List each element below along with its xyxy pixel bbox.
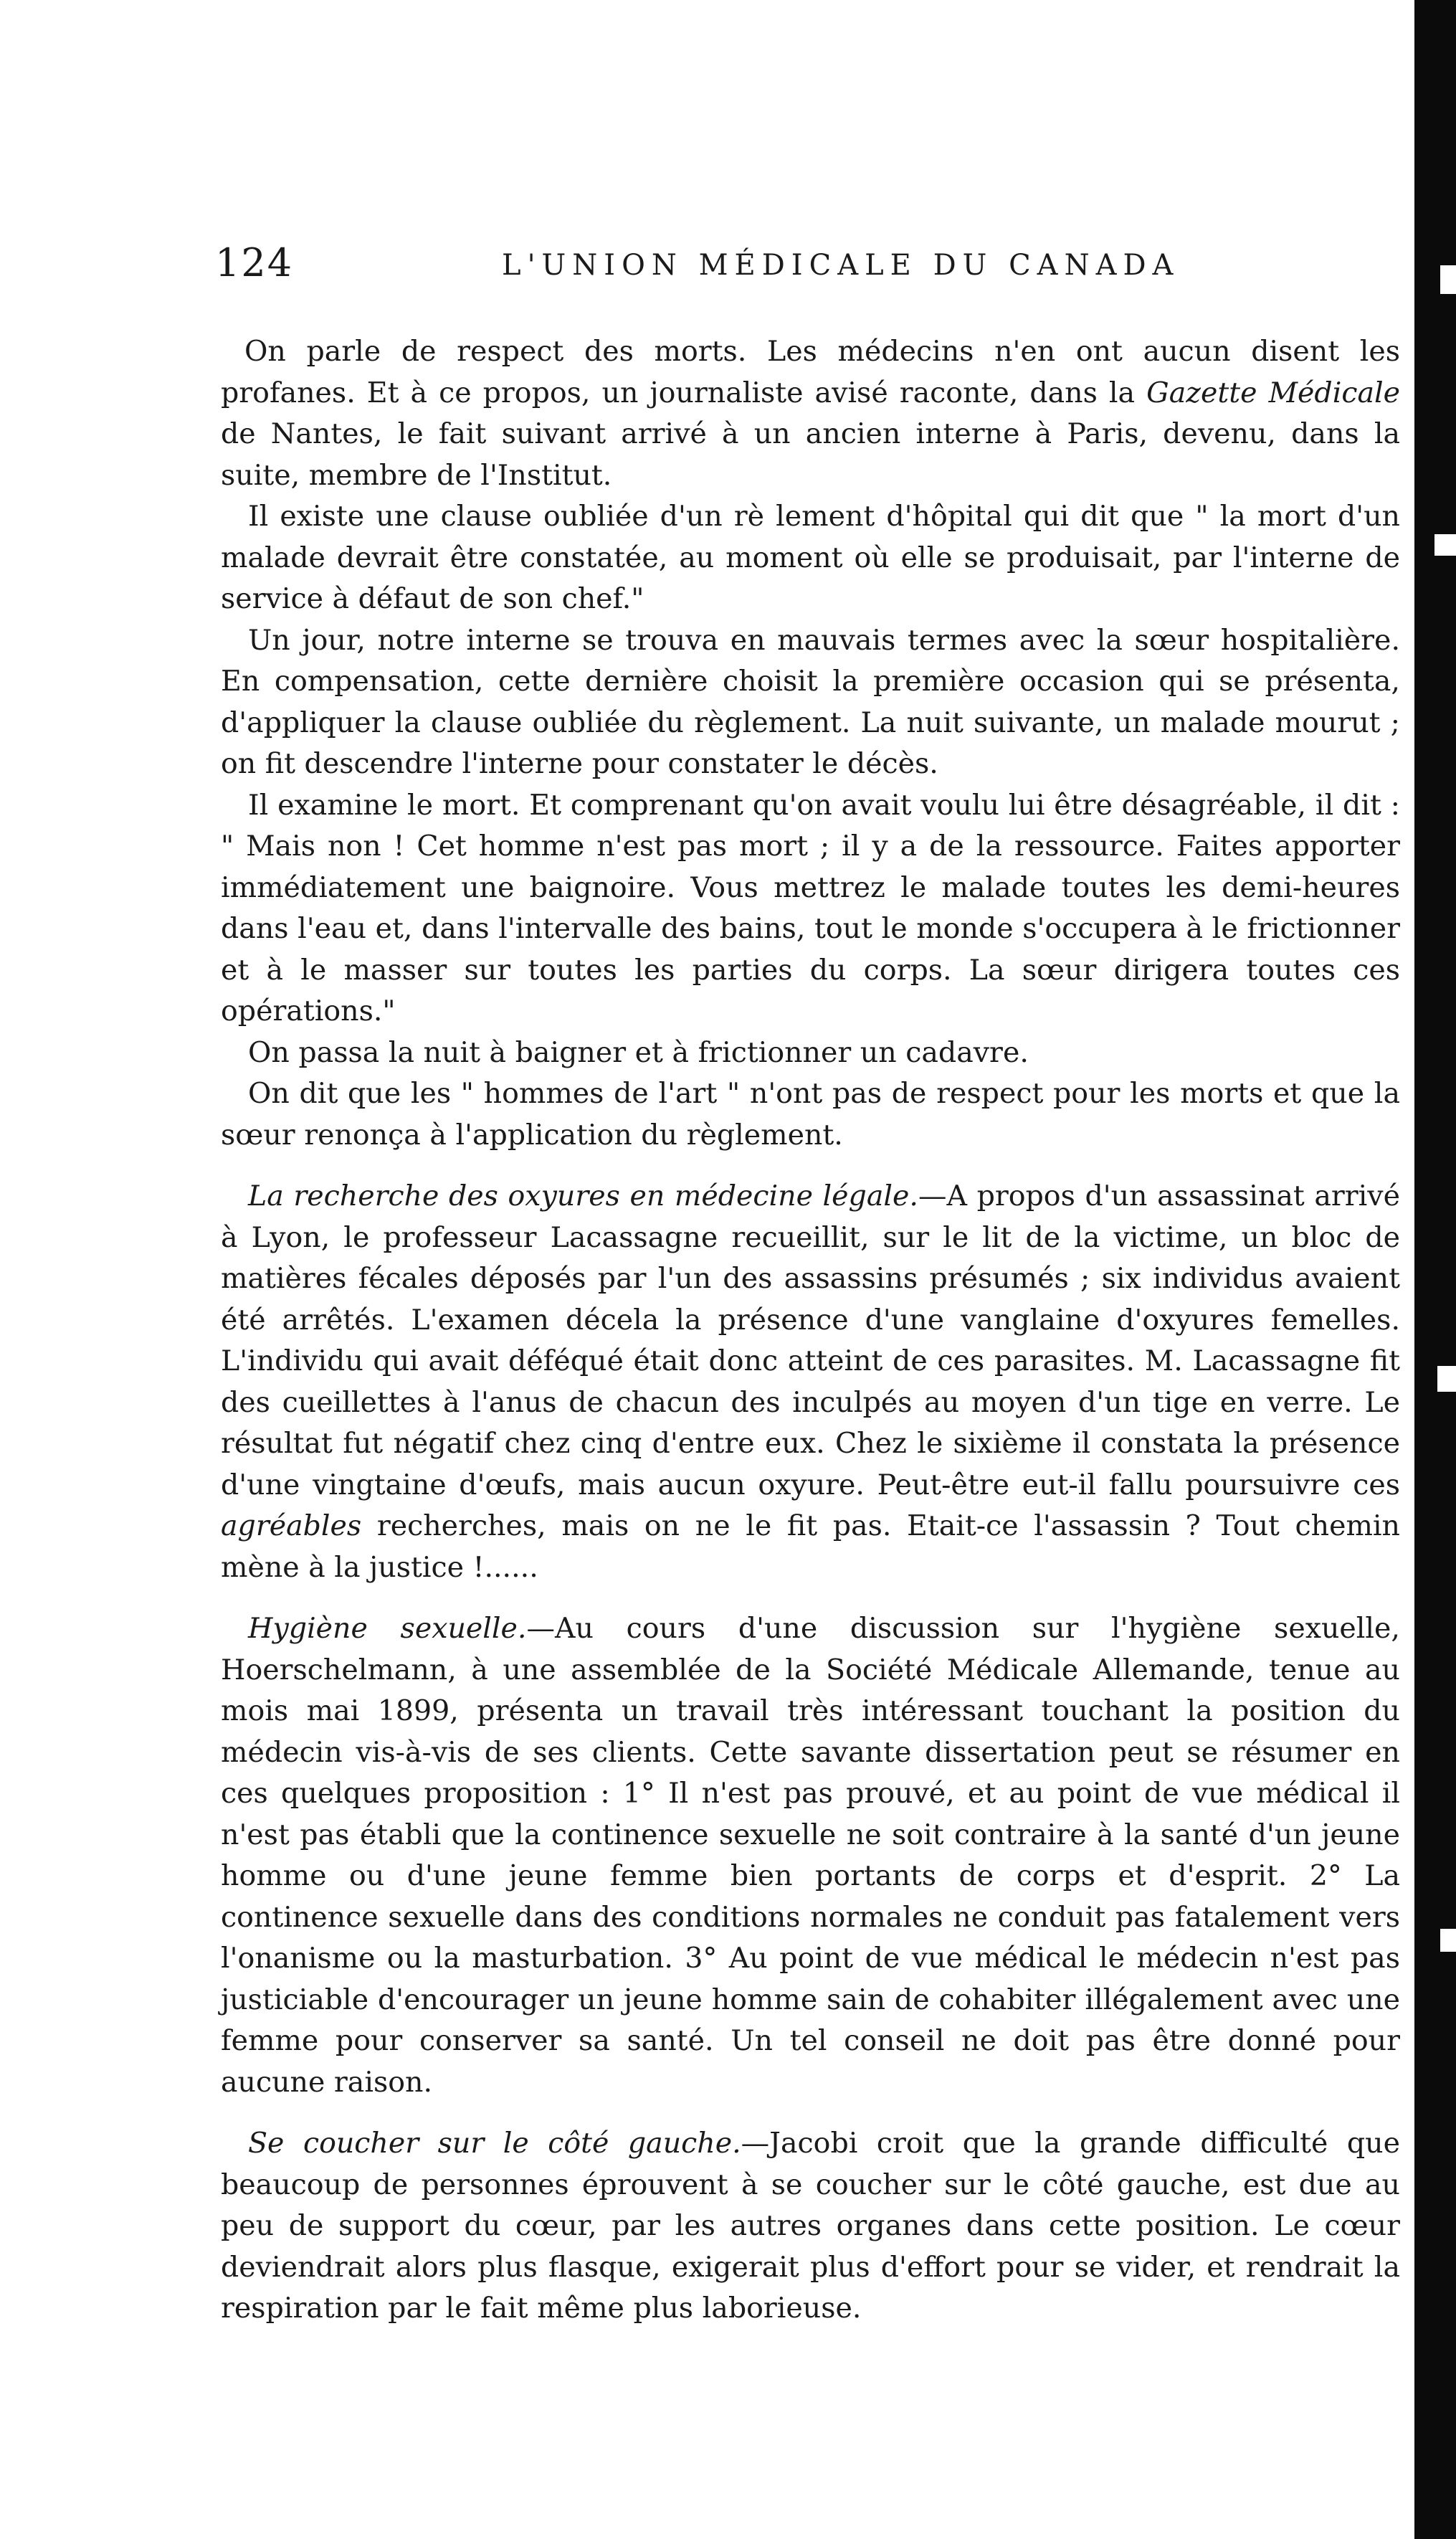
paragraph-text: de Nantes, le fait suivant arrivé à un ancien interne à Paris, devenu, dans la suite, membre de l'Institut. <box>221 417 1400 492</box>
journal-title: Gazette Médicale <box>1146 376 1401 409</box>
page-header <box>215 240 1398 290</box>
section-text: —Jacobi croit que la grande difficulté que beaucoup de personnes éprouvent à se coucher sur le côté gauche, est due au peu de support du cœur, par les autres organes dans cette position. Le cœur deviendrait alors plus flasque, exigerait plus d'effort pour se vider, et rendrait la respiration par le fait même plus laborieuse. <box>221 2127 1400 2325</box>
section-text: —A propos d'un assassinat arrivé à Lyon, le professeur Lacassagne recueillit, sur le lit de la victime, un bloc de matières fécales déposés par l'un des assassins présumés ; six individus avaient été arrêtés. L'examen décela la présence d'une vanglaine d'oxyures femelles. L'individu qui avait déféqué était donc atteint de ces parasites. M. Lacassagne fit des cueillettes à l'anus de chacun des inculpés au moyen d'un tige en verre. Le résultat fut négatif chez cinq d'entre eux. Chez le sixième il constata la présence d'une vingtaine d'œufs, mais aucun oxyure. Peut-être eut-il fallu poursuivre ces <box>221 1180 1400 1501</box>
section-text: —Au cours d'une discussion sur l'hygiène sexuelle, Hoerschelmann, à une assemblée de la Société Médicale Allemande, tenue au mois mai 1899, présenta un travail très intéressant touchant la position du médecin vis-à-vis de ses clients. Cette savante dissertation peut se résumer en ces quelques proposition : 1° Il n'est pas prouvé, et au point de vue médical il n'est pas établi que la continence sexuelle ne soit contraire à la santé d'un jeune homme ou d'une jeune femme bien portants de corps et d'esprit. 2° La continence sexuelle dans des conditions normales ne conduit pas fatalement vers l'onanisme ou la masturbation. 3° Au point de vue médical le médecin n'est pas justiciable d'encourager un jeune homme sain de cohabiter illégalement avec une femme pour conserver sa santé. Un tel conseil ne doit pas être donné pour aucune raison. <box>221 1612 1400 2099</box>
paragraph: Un jour, notre interne se trouva en mauvais termes avec la sœur hospitalière. En compensation, cette dernière choisit la première occasion qui se présenta, d'appliquer la clause oubliée du règlement. La nuit suivante, un malade mourut ; on fit descendre l'interne pour constater le décès. <box>221 623 1400 780</box>
page-number: 124 <box>215 240 294 285</box>
section-title: Se coucher sur le côté gauche. <box>248 2127 741 2160</box>
article-body <box>221 331 1400 2330</box>
paragraph: On passa la nuit à baigner et à frictionner un cadavre. <box>248 1035 1029 1069</box>
section-italic-word: agréables <box>221 1509 362 1542</box>
paragraph: On dit que les " hommes de l'art " n'ont pas de respect pour les morts et que la sœur renonça à l'application du règlement. <box>221 1077 1400 1152</box>
section-oxyures <box>221 1176 1400 1588</box>
section-text-end: recherches, mais on ne le fit pas. Etait-ce l'assassin ? Tout chemin mène à la justice !...... <box>221 1509 1400 1584</box>
page-edge-shadow <box>1414 0 1456 2539</box>
section-hygiene <box>221 1608 1400 2103</box>
paragraph: Il examine le mort. Et comprenant qu'on avait voulu lui être désagréable, il dit : " Mais non ! Cet homme n'est pas mort ; il y a de la ressource. Faites apporter immédiatement une baignoire. Vous mettrez le malade toutes les demi-heures dans l'eau et, dans l'intervalle des bains, tout le monde s'occupera à le frictionner et à le masser sur toutes les parties du corps. La sœur dirigera toutes ces opérations." <box>221 788 1400 1028</box>
paragraph: Il existe une clause oubliée d'un rè lement d'hôpital qui dit que " la mort d'un malade devrait être constatée, au moment où elle se produisait, par l'interne de service à défaut de son chef." <box>221 500 1400 615</box>
running-head: L'UNION MÉDICALE DU CANADA <box>502 249 1180 282</box>
section-title: Hygiène sexuelle. <box>248 1612 527 1645</box>
section-title: La recherche des oxyures en médecine légale. <box>248 1180 918 1212</box>
paragraph <box>221 331 1400 496</box>
paragraph-text: On parle de respect des morts. Les médecins n'en ont aucun disent les profanes. Et à ce propos, un journaliste avisé raconte, dans la <box>221 335 1400 409</box>
section-coucher <box>221 2123 1400 2330</box>
